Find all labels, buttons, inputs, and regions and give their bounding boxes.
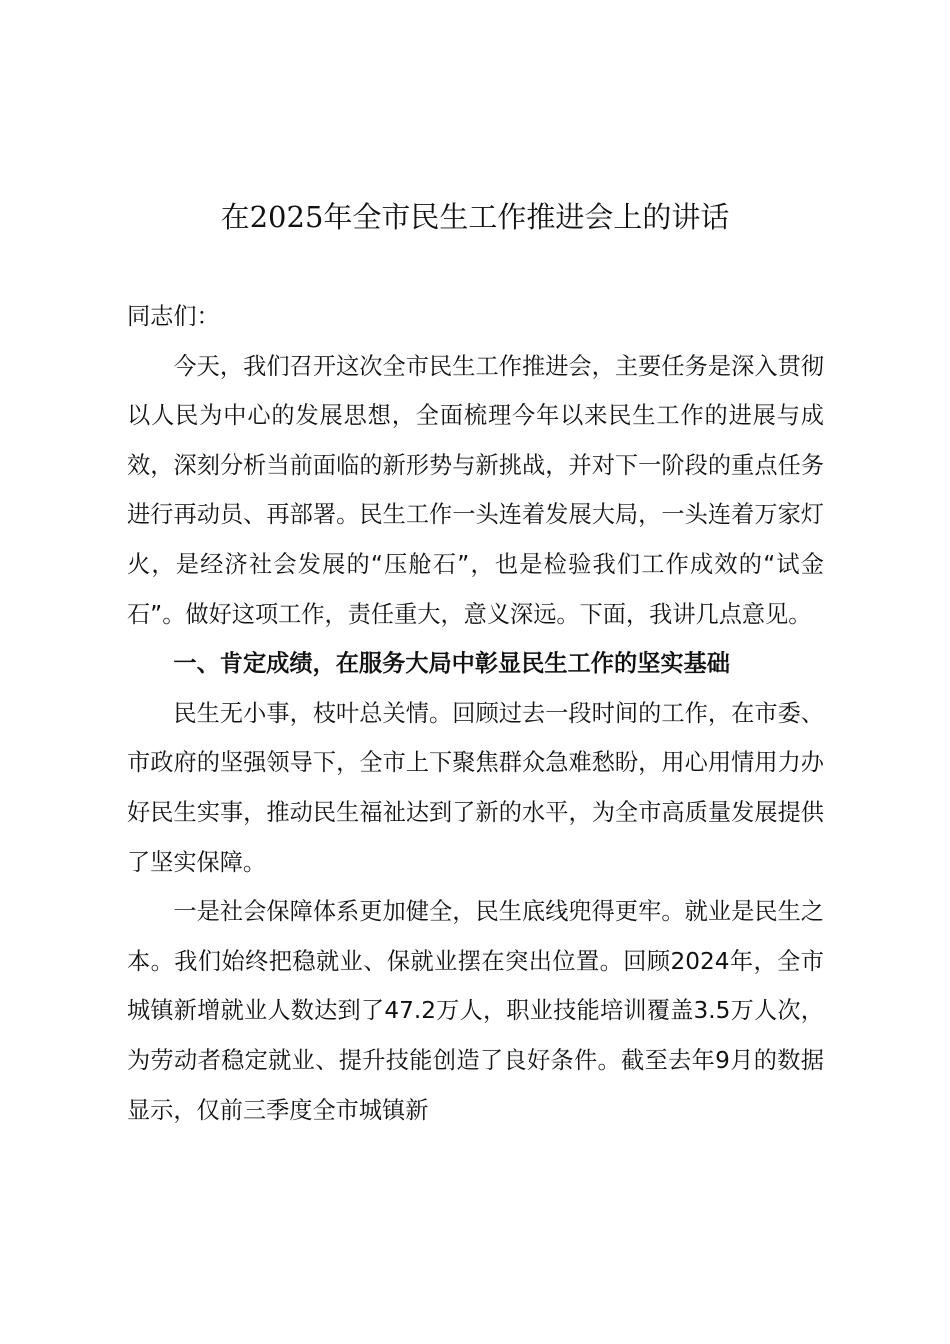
paragraph-social-security: 一是社会保障体系更加健全，民生底线兜得更牢。就业是民生之本。我们始终把稳就业、保就业摆在突出位置。回顾2024年，全市城镇新增就业人数达到了47.2万人，职业技能培训覆盖3.5万人次，为劳动者稳定就业、提升技能创造了良好条件。截至去年9月的数据显示，仅前三季度全市城镇新 [127, 898, 824, 1124]
section-heading-1: 一、肯定成绩，在服务大局中彰显民生工作的坚实基础 [173, 650, 730, 678]
document-title: 在2025年全市民生工作推进会上的讲话 [220, 200, 730, 234]
salutation: 同志们： [127, 303, 220, 330]
paragraph-review: 民生无小事，枝叶总关情。回顾过去一段时间的工作，在市委、市政府的坚强领导下，全市上下聚焦群众急难愁盼，用心用情用力办好民生实事，推动民生福祉达到了新的水平，为全市高质量发展提供了坚实保障。 [127, 699, 824, 876]
paragraph-intro: 今天，我们召开这次全市民生工作推进会，主要任务是深入贯彻以人民为中心的发展思想，全面梳理今年以来民生工作的进展与成效，深刻分析当前面临的新形势与新挑战，并对下一阶段的重点任务进行再动员、再部署。民生工作一头连着发展大局，一头连着万家灯火，是经济社会发展的“压舱石”，也是检验我们工作成效的“试金石”。做好这项工作，责任重大，意义深远。下面，我讲几点意见。 [127, 352, 824, 628]
document-body [127, 292, 824, 1135]
